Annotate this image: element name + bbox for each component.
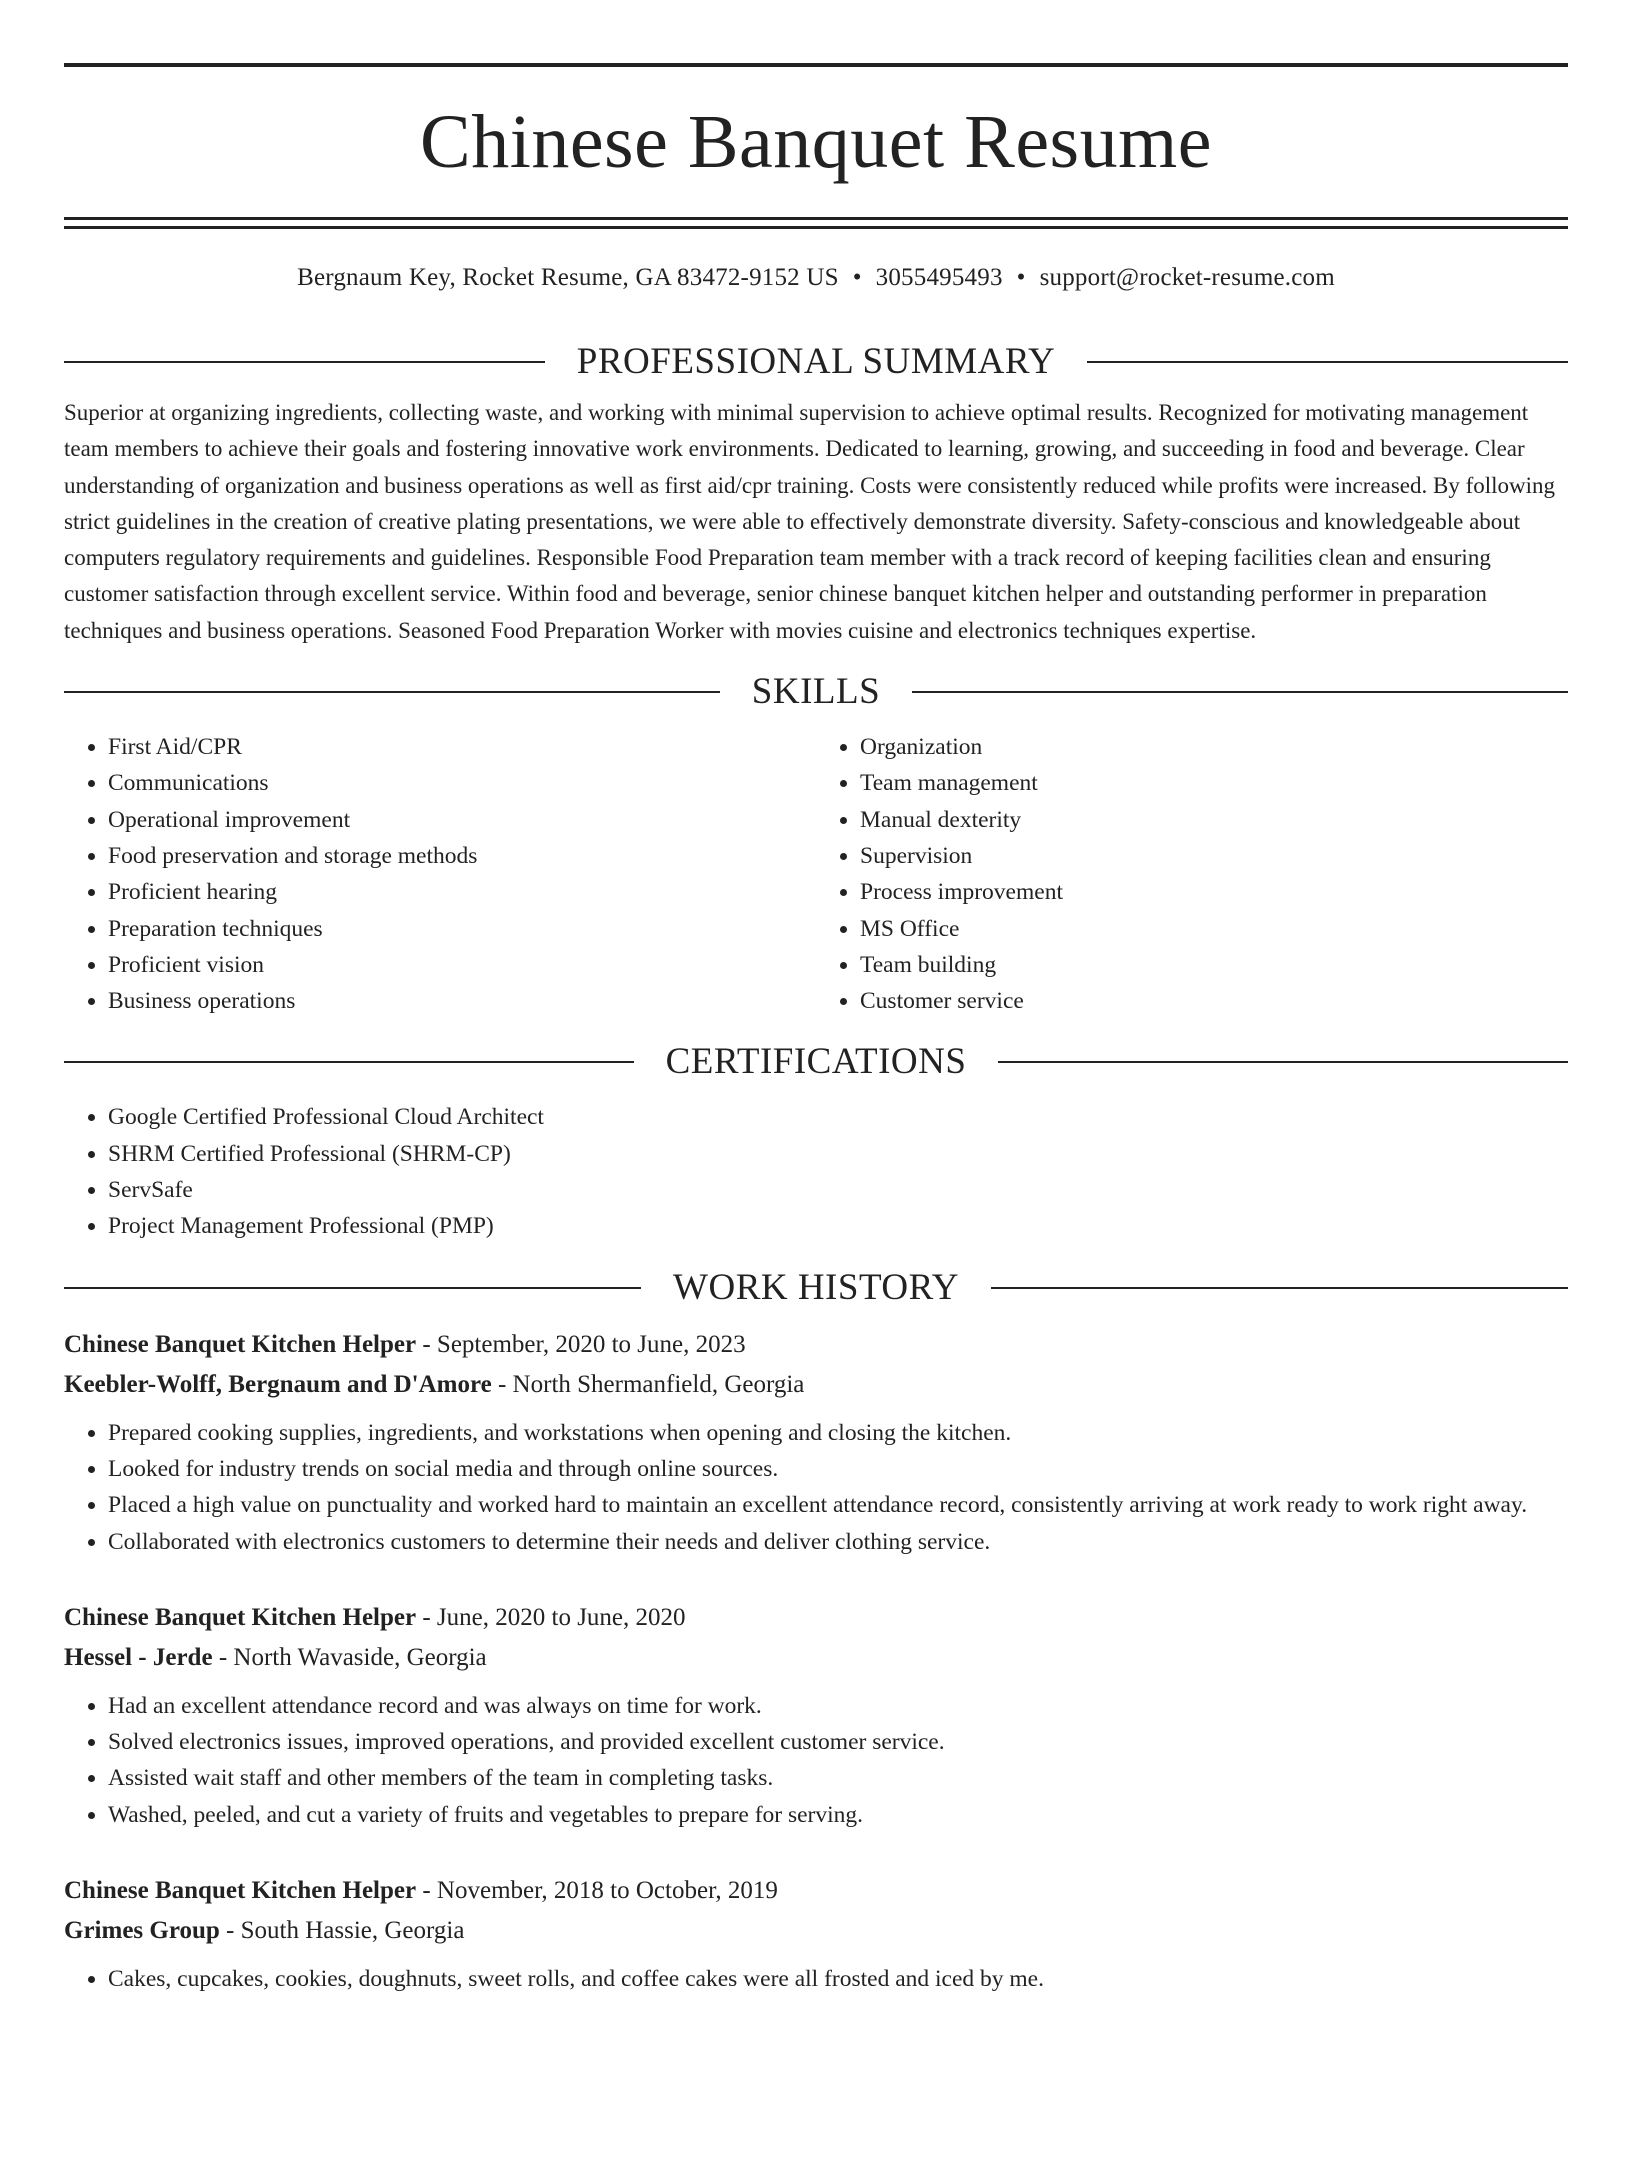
contact-line	[64, 261, 1568, 295]
resume-page	[0, 63, 1632, 2175]
job-duty-item: • Assisted wait staff and other members of the team in completing tasks.	[108, 1760, 1568, 1796]
skills-section-header	[64, 669, 1568, 715]
job-duties-list	[64, 1688, 1568, 1833]
skill-item: • Customer service	[860, 983, 1568, 1019]
job-dates: - September, 2020 to June, 2023	[416, 1330, 746, 1358]
skill-item: • Operational improvement	[108, 802, 816, 838]
certifications-heading: CERTIFICATIONS	[665, 1041, 967, 1083]
certification-item: • Google Certified Professional Cloud Architect	[108, 1099, 1568, 1135]
section-rule	[991, 1287, 1568, 1289]
contact-address: Bergnaum Key, Rocket Resume, GA 83472-9152 US	[297, 264, 839, 291]
skill-item: • Team management	[860, 765, 1568, 801]
job-duty-item: • Washed, peeled, and cut a variety of fruits and vegetables to prepare for serving.	[108, 1797, 1568, 1833]
contact-phone: 3055495493	[875, 264, 1003, 291]
job-title: Chinese Banquet Kitchen Helper	[64, 1877, 417, 1905]
job-location: - North Shermanfield, Georgia	[491, 1370, 805, 1398]
contact-separator: •	[1016, 264, 1026, 291]
job-duty-item: • Looked for industry trends on social media and through online sources.	[108, 1451, 1568, 1487]
skill-item: • First Aid/CPR	[108, 729, 816, 765]
summary-section-header	[64, 339, 1568, 385]
certifications-list	[64, 1099, 1568, 1244]
skill-item: • MS Office	[860, 911, 1568, 947]
job-duties-list	[64, 1415, 1568, 1560]
top-rule	[64, 63, 1568, 67]
skill-item: • Preparation techniques	[108, 911, 816, 947]
job-company-line	[64, 1638, 1568, 1678]
job-entry	[64, 1325, 1568, 1560]
section-rule	[1087, 361, 1568, 363]
skills-heading: SKILLS	[751, 671, 881, 713]
job-location: - South Hassie, Georgia	[219, 1917, 465, 1945]
job-dates: - June, 2020 to June, 2020	[416, 1603, 686, 1631]
job-title-line	[64, 1598, 1568, 1638]
job-location: - North Wavaside, Georgia	[212, 1643, 487, 1671]
work-history-list	[64, 1325, 1568, 1998]
certification-item: • ServSafe	[108, 1172, 1568, 1208]
skill-item: • Manual dexterity	[860, 802, 1568, 838]
skill-item: • Supervision	[860, 838, 1568, 874]
skill-item: • Food preservation and storage methods	[108, 838, 816, 874]
job-company-line	[64, 1365, 1568, 1405]
skill-item: • Proficient vision	[108, 947, 816, 983]
skill-item: • Organization	[860, 729, 1568, 765]
section-rule	[64, 691, 720, 693]
job-duty-item: • Had an excellent attendance record and was always on time for work.	[108, 1688, 1568, 1724]
certification-item: • Project Management Professional (PMP)	[108, 1208, 1568, 1244]
work-history-heading: WORK HISTORY	[673, 1266, 959, 1308]
certifications-section-header	[64, 1039, 1568, 1085]
skills-list-left	[64, 729, 816, 1019]
job-company-line	[64, 1911, 1568, 1951]
section-rule	[998, 1061, 1568, 1063]
section-rule	[64, 361, 545, 363]
job-title-line	[64, 1325, 1568, 1365]
skills-columns	[64, 729, 1568, 1019]
job-title-line	[64, 1871, 1568, 1911]
job-company: Hessel - Jerde	[64, 1643, 213, 1671]
skill-item: • Communications	[108, 765, 816, 801]
job-duties-list	[64, 1961, 1568, 1997]
job-entry	[64, 1598, 1568, 1833]
job-dates: - November, 2018 to October, 2019	[416, 1877, 778, 1905]
section-rule	[64, 1287, 641, 1289]
job-entry	[64, 1871, 1568, 1997]
job-duty-item: • Placed a high value on punctuality and worked hard to maintain an excellent attendance record, consistently arriving at work ready to work right away.	[108, 1487, 1568, 1523]
job-duty-item: • Solved electronics issues, improved operations, and provided excellent customer service.	[108, 1724, 1568, 1760]
certification-item: • SHRM Certified Professional (SHRM-CP)	[108, 1136, 1568, 1172]
summary-heading: PROFESSIONAL SUMMARY	[576, 341, 1056, 382]
job-duty-item: • Collaborated with electronics customers to determine their needs and deliver clothing service.	[108, 1524, 1568, 1560]
skill-item: • Business operations	[108, 983, 816, 1019]
skill-item: • Process improvement	[860, 874, 1568, 910]
skill-item: • Team building	[860, 947, 1568, 983]
title-double-rule	[64, 217, 1568, 229]
job-company: Keebler-Wolff, Bergnaum and D'Amore	[64, 1370, 492, 1398]
work-history-section-header	[64, 1265, 1568, 1311]
skill-item: • Proficient hearing	[108, 874, 816, 910]
summary-text: Superior at organizing ingredients, collecting waste, and working with minimal supervision to achieve optimal results. Recognized for motivating management team members to achieve their goals and fostering innovative work environments. Dedicated to learning, growing, and succeeding in food and beverage. Clear understanding of organization and business operations as well as first aid/cpr training. Costs were consistently reduced while profits were increased. By following strict guidelines in the creation of creative plating presentations, we were able to effectively demonstrate diversity. Safety-conscious and knowledgeable about computers regulatory requirements and guidelines. Responsible Food Preparation team member with a track record of keeping facilities clean and ensuring customer satisfaction through excellent service. Within food and beverage, senior chinese banquet kitchen helper and outstanding performer in preparation techniques and business operations. Seasoned Food Preparation Worker with movies cuisine and electronics techniques expertise.	[64, 400, 1556, 643]
contact-separator: •	[852, 264, 862, 291]
job-duty-item: • Cakes, cupcakes, cookies, doughnuts, sweet rolls, and coffee cakes were all frosted and iced by me.	[108, 1961, 1568, 1997]
skills-list-right	[816, 729, 1568, 1019]
job-duty-item: • Prepared cooking supplies, ingredients, and workstations when opening and closing the kitchen.	[108, 1415, 1568, 1451]
contact-email: support@rocket-resume.com	[1039, 264, 1335, 291]
resume-title: Chinese Banquet Resume	[420, 100, 1212, 184]
job-title: Chinese Banquet Kitchen Helper	[64, 1603, 417, 1631]
job-title: Chinese Banquet Kitchen Helper	[64, 1330, 417, 1358]
section-rule	[912, 691, 1568, 693]
job-company: Grimes Group	[64, 1917, 220, 1945]
section-rule	[64, 1061, 634, 1063]
